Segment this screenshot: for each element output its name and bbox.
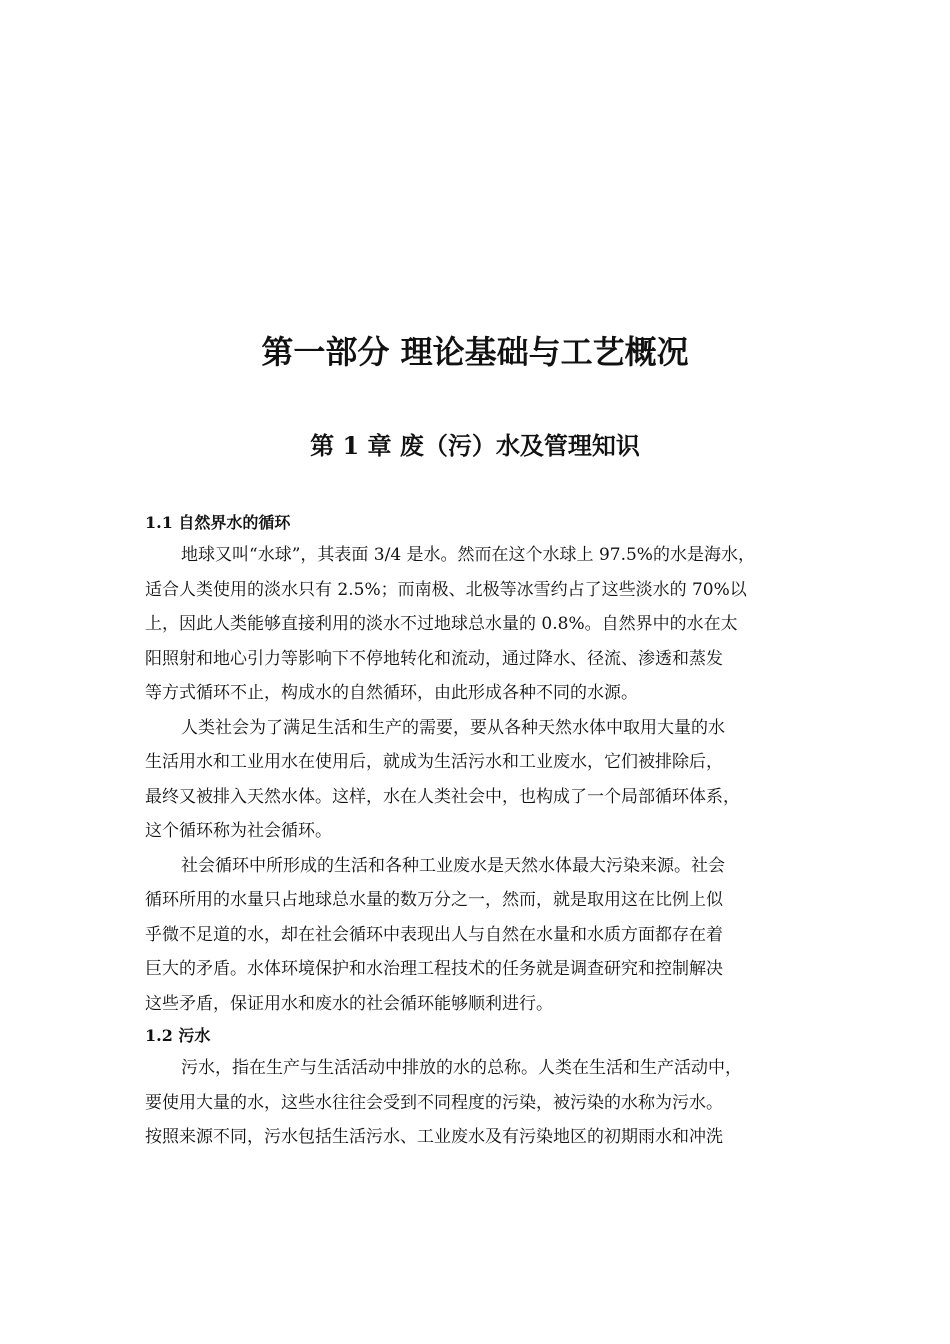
text-line: 人类社会为了满足生活和生产的需要，要从各种天然水体中取用大量的水 xyxy=(181,717,725,738)
text-line: 阳照射和地心引力等影响下不停地转化和流动，通过降水、径流、渗透和蒸发 xyxy=(145,648,723,669)
text-line: 适合人类使用的淡水只有 2.5%；而南极、北极等冰雪约占了这些淡水的 70%以 xyxy=(145,579,747,600)
text-line: 乎微不足道的水，却在社会循环中表现出人与自然在水量和水质方面都存在着 xyxy=(145,924,723,945)
document-body xyxy=(145,508,825,1155)
text-line: 等方式循环不止，构成水的自然循环，由此形成各种不同的水源。 xyxy=(145,683,638,703)
paragraph-1-1-3 xyxy=(145,849,825,1022)
text-line: 地球又叫“水球”，其表面 3/4 是水。然而在这个水球上 97.5%的水是海水， xyxy=(181,545,755,565)
text-line: 上，因此人类能够直接利用的淡水不过地球总水量的 0.8%。自然界中的水在太 xyxy=(145,614,738,634)
text-line: 要使用大量的水，这些水往往会受到不同程度的污染，被污染的水称为污水。 xyxy=(145,1092,723,1113)
text-line: 最终又被排入天然水体。这样，水在人类社会中，也构成了一个局部循环体系， xyxy=(145,786,740,807)
paragraph-1-1-2 xyxy=(145,711,825,849)
text-line: 按照来源不同，污水包括生活污水、工业废水及有污染地区的初期雨水和冲洗 xyxy=(145,1127,723,1147)
text-line: 巨大的矛盾。水体环境保护和水治理工程技术的任务就是调查研究和控制解决 xyxy=(145,959,723,979)
text-line: 这些矛盾，保证用水和废水的社会循环能够顺利进行。 xyxy=(145,993,553,1014)
section-heading-1-2: 1.2 污水 xyxy=(145,1026,211,1045)
text-line: 污水，指在生产与生活活动中排放的水的总称。人类在生活和生产活动中， xyxy=(181,1058,742,1078)
text-line: 循环所用的水量只占地球总水量的数万分之一，然而，就是取用这在比例上似 xyxy=(145,890,723,910)
chapter-title: 第 1 章 废（污）水及管理知识 xyxy=(310,431,640,460)
text-line: 社会循环中所形成的生活和各种工业废水是天然水体最大污染来源。社会 xyxy=(181,855,725,876)
section-heading-1-1: 1.1 自然界水的循环 xyxy=(145,513,291,532)
paragraph-1-2-1 xyxy=(145,1051,825,1155)
text-line: 生活用水和工业用水在使用后，就成为生活污水和工业废水，它们被排除后， xyxy=(145,752,723,772)
text-line: 这个循环称为社会循环。 xyxy=(145,821,332,841)
paragraph-1-1-1 xyxy=(145,538,825,711)
part-title: 第一部分 理论基础与工艺概况 xyxy=(261,333,689,371)
